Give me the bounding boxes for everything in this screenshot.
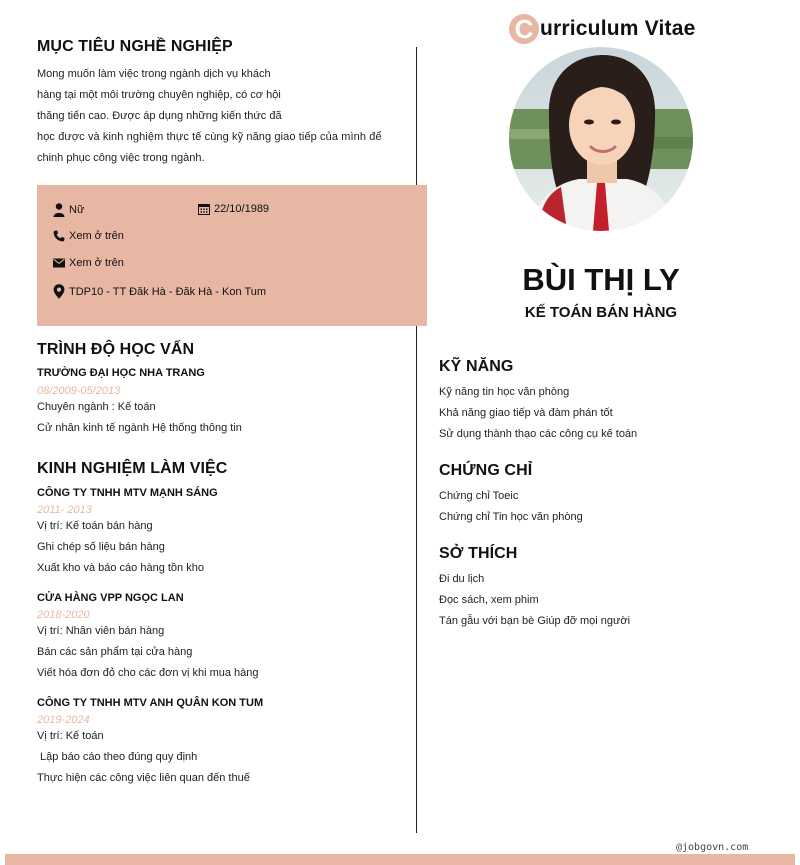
education-period: 08/2009-05/2013 bbox=[37, 385, 121, 397]
gender-value: Nữ bbox=[69, 204, 85, 216]
job-title: KẾ TOÁN BÁN HÀNG bbox=[524, 304, 678, 321]
email-value: Xem ở trên bbox=[69, 257, 124, 269]
phone-icon bbox=[53, 230, 65, 242]
skill-item: Kỹ năng tin học văn phòng bbox=[439, 386, 570, 398]
cv-logo bbox=[509, 14, 696, 44]
skills-section bbox=[439, 358, 769, 445]
job-line: Lập báo cáo theo đúng quy định bbox=[37, 751, 198, 763]
job-line: Bán các sản phẩm tại cửa hàng bbox=[37, 646, 193, 658]
job-period: 2011- 2013 bbox=[37, 504, 92, 516]
divider-top bbox=[416, 47, 417, 185]
certificates-section bbox=[439, 462, 769, 528]
certificates-title: CHỨNG CHỈ bbox=[439, 462, 533, 479]
email-row bbox=[53, 257, 124, 269]
job-period: 2018-2020 bbox=[37, 609, 90, 621]
location-pin-icon bbox=[53, 284, 65, 299]
objective-line: chinh phục công việc trong ngành. bbox=[37, 152, 205, 164]
address-value: TDP10 - TT Đăk Hà - Đăk Hà - Kon Tum bbox=[69, 285, 267, 298]
job-line: Viết hóa đơn đỏ cho các đơn vị khi mua hàng bbox=[37, 667, 259, 679]
hobbies-title: SỞ THÍCH bbox=[439, 545, 518, 562]
envelope-icon bbox=[53, 258, 65, 268]
portrait-image bbox=[509, 47, 693, 231]
education-title: TRÌNH ĐỘ HỌC VẤN bbox=[37, 341, 195, 358]
school-name: TRƯỜNG ĐẠI HỌC NHA TRANG bbox=[37, 367, 205, 379]
objective-line: học được và kinh nghiệm thực tế cùng kỹ năng giao tiếp của mình để bbox=[37, 131, 382, 143]
certificate-item: Chứng chỉ Tin học văn phòng bbox=[439, 511, 583, 523]
phone-value: Xem ở trên bbox=[69, 230, 124, 242]
company-name: CÔNG TY TNHH MTV ANH QUÂN KON TUM bbox=[37, 697, 264, 709]
hobby-item: Tán gẫu với bạn bè Giúp đỡ mọi người bbox=[439, 615, 631, 627]
job-line: Ghi chép số liệu bán hàng bbox=[37, 541, 165, 553]
objective-title: MỤC TIÊU NGHỀ NGHIỆP bbox=[37, 38, 233, 55]
logo-initial: C bbox=[509, 14, 539, 44]
education-line: Chuyên ngành : Kế toán bbox=[37, 401, 156, 413]
personal-info-box bbox=[37, 185, 427, 326]
education-section bbox=[37, 341, 412, 439]
job-line: Thực hiện các công việc liên quan đến thuế bbox=[37, 772, 250, 784]
job-line: Vị trí: Kế toán bbox=[37, 730, 104, 742]
logo-text: urriculum Vitae bbox=[540, 17, 696, 40]
objective-section bbox=[37, 38, 407, 169]
job-line: Xuất kho và báo cáo hàng tồn kho bbox=[37, 562, 204, 574]
job-line: Vị trí: Nhân viên bán hàng bbox=[37, 625, 165, 637]
hobbies-section bbox=[439, 545, 769, 632]
objective-line: Mong muốn làm việc trong ngành dịch vụ khách bbox=[37, 68, 271, 80]
watermark: @jobgovn.com bbox=[676, 842, 749, 853]
hobby-item: Đọc sách, xem phim bbox=[439, 594, 539, 606]
profile-photo bbox=[509, 47, 693, 231]
job-entry bbox=[37, 697, 412, 789]
birthday-value: 22/10/1989 bbox=[214, 203, 270, 215]
divider-bottom bbox=[416, 326, 417, 833]
address-row bbox=[53, 284, 266, 299]
education-line: Cử nhân kinh tế ngành Hệ thống thông tin bbox=[37, 422, 242, 434]
objective-line: thăng tiến cao. Được áp dụng những kiến thức đã bbox=[37, 110, 282, 122]
gender-row bbox=[53, 203, 84, 217]
skill-item: Sử dụng thành thạo các công cụ kế toán bbox=[439, 428, 638, 440]
birthday-row bbox=[198, 203, 269, 215]
company-name: CỬA HÀNG VPP NGỌC LAN bbox=[37, 592, 184, 604]
skills-title: KỸ NĂNG bbox=[439, 358, 514, 375]
candidate-name: BÙI THỊ LY bbox=[522, 262, 680, 297]
certificate-item: Chứng chỉ Toeic bbox=[439, 490, 519, 502]
calendar-icon bbox=[198, 203, 210, 215]
objective-line: hàng tại một môi trường chuyên nghiệp, có cơ hội bbox=[37, 89, 281, 101]
footer-bar bbox=[5, 854, 795, 865]
company-name: CÔNG TY TNHH MTV MẠNH SÁNG bbox=[37, 487, 218, 499]
experience-section bbox=[37, 460, 412, 789]
skill-item: Khả năng giao tiếp và đàm phán tốt bbox=[439, 407, 613, 419]
hobby-item: Đi du lịch bbox=[439, 573, 485, 585]
job-line: Vị trí: Kế toán bán hàng bbox=[37, 520, 153, 532]
phone-row bbox=[53, 230, 124, 242]
job-entry bbox=[37, 592, 412, 684]
job-entry bbox=[37, 487, 412, 579]
person-icon bbox=[53, 203, 65, 217]
experience-title: KINH NGHIỆM LÀM VIỆC bbox=[37, 460, 228, 477]
job-period: 2019-2024 bbox=[37, 714, 90, 726]
